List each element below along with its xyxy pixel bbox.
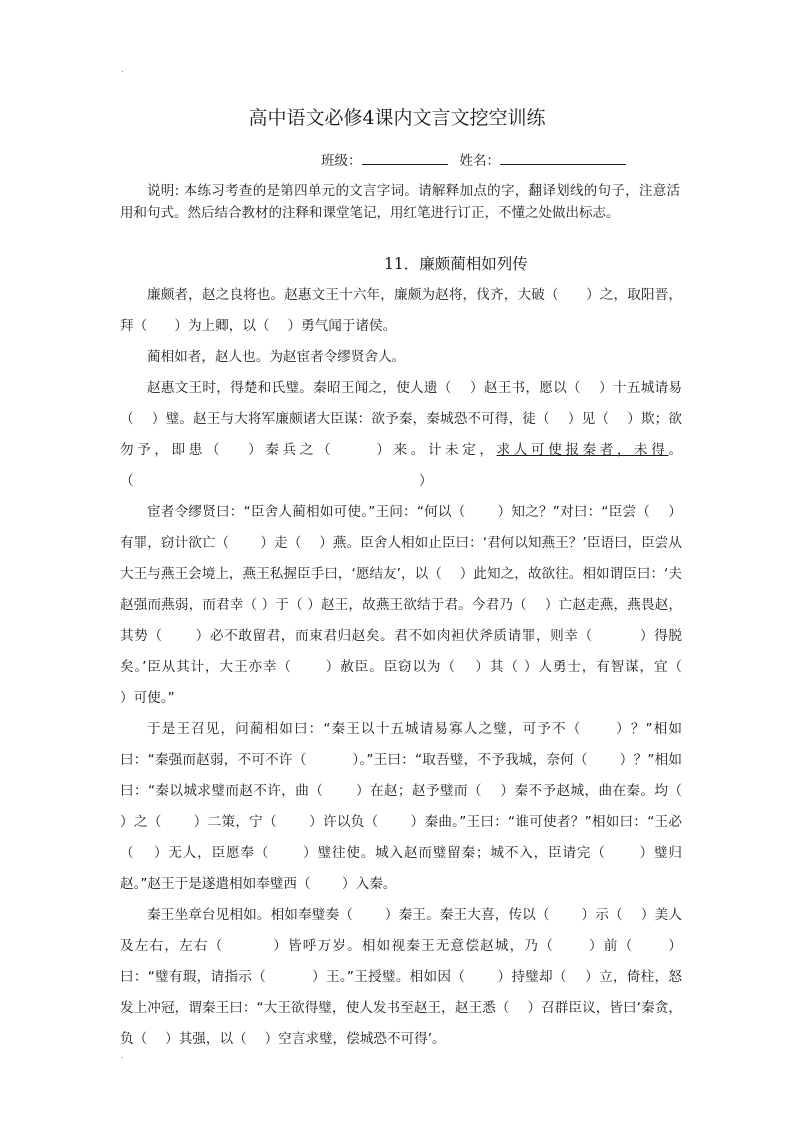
passage-paragraph: 宦者令缪贤曰：“臣舍人蔺相如可使。”王问：“何以（ ）知之？”对曰：“臣尝（ ）有罪，窃计欲亡（ ）走（ ）燕。臣舍人相如止臣曰：‘君何以知燕王？’臣语曰，臣尝从大王与燕王会境上，燕王私握臣手曰，‘愿结友’，以（ ）此知之，故欲往。相如谓臣曰：‘夫赵强而燕弱，而君幸（ ）于（ ）赵王，故燕王欲结于君。今君乃（ ）亡赵走燕，燕畏赵，其势（ ）必不敢留君，而束君归赵矣。君不如肉袒伏斧质请罪，则幸（ ）得脱矣。’臣从其计，大王亦幸（ ）赦臣。臣窃以为（ ）其（ ）人勇士，有智谋，宜（ ）可使。”: [120, 504, 714, 706]
name-label: 姓名：: [459, 153, 500, 169]
name-blank-field[interactable]: [500, 150, 626, 165]
document-title: 高中语文必修4课内文言文挖空训练: [248, 107, 546, 129]
class-blank-field[interactable]: [362, 150, 448, 165]
passage-paragraph: 于是王召见，问蔺相如曰：“秦王以十五城请易寡人之璧，可予不（ ）？”相如曰：“秦强而赵弱，不可不许（ ）。”王曰：“取吾璧，不予我城，奈何（ ）？”相如曰：“秦以城求璧而赵不许，曲（ ）在赵；赵予璧而（ ）秦不予赵城，曲在秦。均（ ）之（ ）二策，宁（ ）许以负（ ）秦曲。”王曰：“谁可使者？”相如曰：“王必（ ）无人，臣愿奉（ ）璧往使。城入赵而璧留秦；城不入，臣请完（ ）璧归赵。”赵王于是遂遣相如奉璧西（ ）入秦。: [120, 721, 714, 892]
bottom-page-mark: .: [121, 1051, 124, 1060]
passage-paragraph: [120, 373, 682, 497]
class-label: 班级：: [321, 153, 362, 169]
instructions-paragraph: 说明: 本练习考查的是第四单元的文言字词。请解释加点的字，翻译划线的句子，注意活用和句式。然后结合教材的注释和课堂笔记，用红笔进行订正，不懂之处做出标志。: [120, 183, 680, 221]
passage-body: [120, 280, 714, 1055]
passage-paragraph: 蔺相如者，赵人也。为赵宦者令缪贤舍人。: [147, 349, 406, 365]
section-title: 11．廉颇蔺相如列传: [384, 255, 528, 273]
top-page-mark: .: [121, 65, 124, 74]
translation-blank: 。（ ）: [120, 442, 683, 489]
underlined-sentence: 求人可使报秦者，未得: [496, 442, 669, 458]
passage-paragraph: 秦王坐章台见相如。相如奉璧奏（ ）秦王。秦王大喜，传以（ ）示（ ）美人及左右，左右（ ）皆呼万岁。相如视秦王无意偿赵城，乃（ ）前（ ）曰：“璧有瑕，请指示（ ）王。”王授璧。相如因（ ）持璧却（ ）立，倚柱，怒发上冲冠，谓秦王曰：“大王欲得璧，使人发书至赵王，赵王悉（ ）召群臣议，皆曰‘秦贪，负（ ）其强，以（ ）空言求璧，偿城恐不可得’。: [120, 907, 682, 1047]
paragraph-text: 赵惠文王时，得楚和氏璧。秦昭王闻之，使人遗（ ）赵王书，愿以（ ）十五城请易（ ）璧。赵王与大将军廉颇诸大臣谋：欲予秦，秦城恐不可得，徒（ ）见（ ）欺；欲勿予，即患（ ）秦兵之（ ）来。计未定，: [120, 380, 682, 458]
passage-paragraph: 廉颇者，赵之良将也。赵惠文王十六年，廉颇为赵将，伐齐，大破（ ）之，取阳晋，拜（ ）为上卿，以（ ）勇气闻于诸侯。: [120, 287, 682, 334]
student-info-line: [321, 150, 626, 171]
